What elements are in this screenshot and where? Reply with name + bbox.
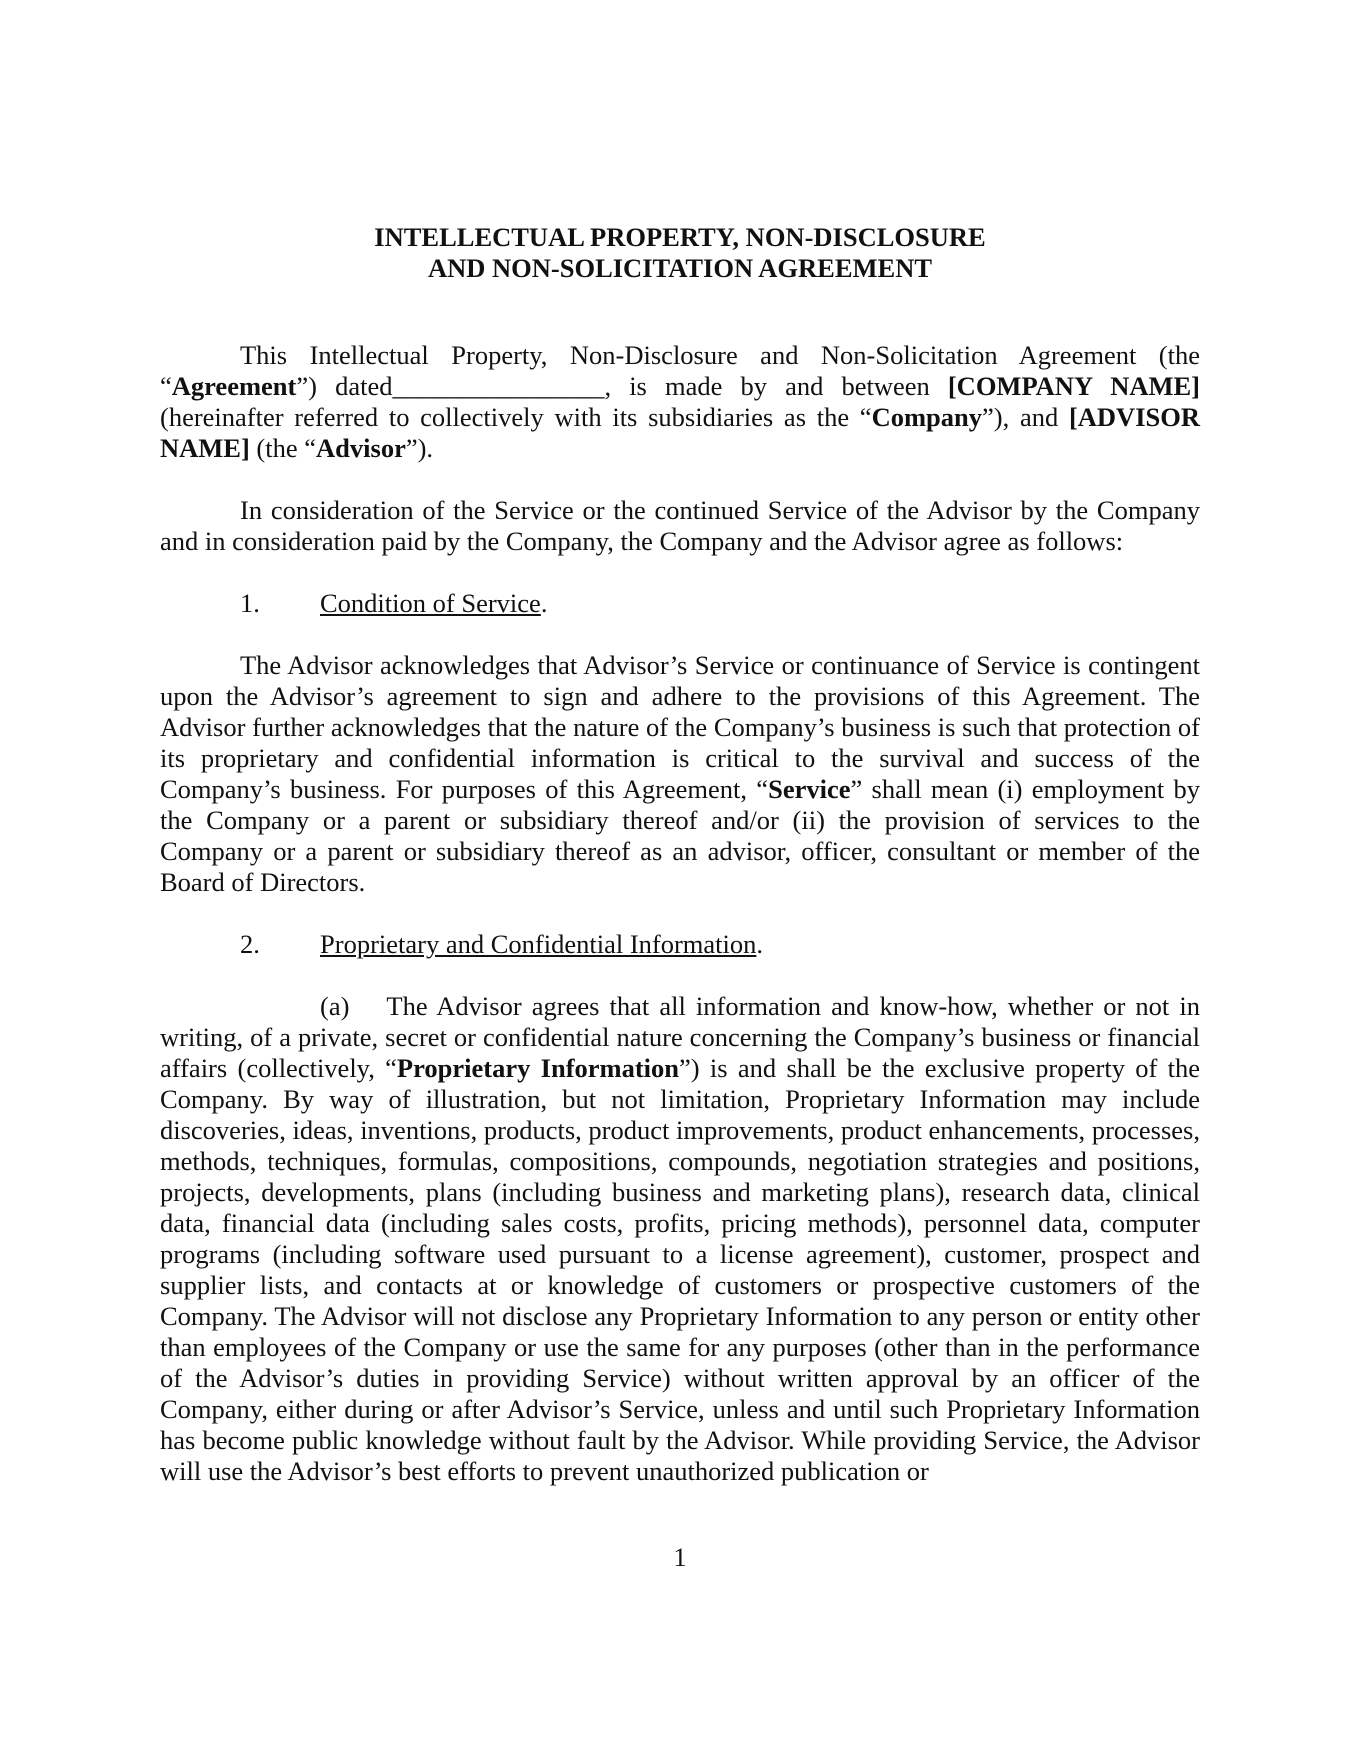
bold-term: [ADVISOR NAME] bbox=[160, 402, 1200, 463]
page-number: 1 bbox=[673, 1542, 687, 1572]
text-segment: ”) is and shall be the exclusive property of the Company. By way of illustration, but not limitation, Proprietary Information may include discoveries, ideas, inventions, products, product improvements, product enhancements, processes, methods, techniques, formulas, compositions, compounds, negotiation strategies and positions, projects, developments, plans (including business and marketing plans), research data, clinical data, financial data (including sales costs, profits, pricing methods), personnel data, computer programs (including software used pursuant to a license agreement), customer, prospect and supplier lists, and contacts at or knowledge of customers or prospective customers of the Company. The Advisor will not disclose any Proprietary Information to any person or entity other than employees of the Company or use the same for any purposes (other than in the performance of the Advisor’s duties in providing Service) without written approval by an officer of the Company, either during or after Advisor’s Service, unless and until such Proprietary Information has become public knowledge without fault by the Advisor. While providing Service, the Advisor will use the Advisor’s best efforts to prevent unauthorized publication or bbox=[160, 1053, 1200, 1486]
text-segment: (the “ bbox=[249, 433, 317, 463]
underlined-heading-text: Condition of Service bbox=[320, 588, 541, 618]
bold-term: Service bbox=[768, 774, 851, 804]
subparagraph-label: (a) bbox=[320, 991, 350, 1021]
text-segment: The Advisor acknowledges that Advisor’s Service or continuance of Service is contingent upon the Advisor’s agreement to sign and adhere to the provisions of this Agreement. The Advisor further acknowledges that the nature of the Company’s business is such that protection of its proprietary and confidential information is critical to the survival and success of the Company’s business. For purposes of this Agreement, “ bbox=[160, 650, 1200, 804]
text-segment: ” shall mean (i) employment by the Company or a parent or subsidiary thereof and/or (ii) the provision of services to the Company or a parent or subsidiary thereof as an advisor, officer, consultant or member of the Board of Directors. bbox=[160, 774, 1201, 897]
text-segment: (hereinafter referred to collectively with its subsidiaries as the “ bbox=[160, 402, 872, 432]
document-title-line-1: INTELLECTUAL PROPERTY, NON-DISCLOSURE bbox=[374, 222, 986, 252]
text-segment: The Advisor agrees that all information and know-how, whether or not in writing, of a private, secret or confidential nature concerning the Company’s business or financial affairs (collectively, “ bbox=[160, 991, 1200, 1083]
bold-term: Agreement bbox=[171, 371, 297, 401]
text-segment: ”), and bbox=[982, 402, 1069, 432]
section-number: 2. bbox=[240, 929, 260, 959]
underlined-heading-text: Proprietary and Confidential Information bbox=[320, 929, 757, 959]
text-segment: ”). bbox=[405, 433, 434, 463]
bold-term: Company bbox=[871, 402, 983, 432]
paragraph-4 bbox=[160, 650, 1200, 898]
document-title bbox=[160, 222, 1200, 284]
bold-term: Proprietary Information bbox=[396, 1053, 680, 1083]
text-segment: In consideration of the Service or the continued Service of the Advisor by the Company and in consideration paid by the Company, the Company and the Advisor agree as follows: bbox=[160, 495, 1200, 556]
section-heading-2 bbox=[160, 929, 1200, 960]
text-segment: This Intellectual Property, Non-Disclosure and Non-Solicitation Agreement (the “ bbox=[160, 340, 1200, 401]
text-segment: ”) dated________________, is made by and between bbox=[296, 371, 948, 401]
document-blocks bbox=[160, 340, 1200, 1487]
text-segment: . bbox=[756, 929, 764, 959]
bold-term: Advisor bbox=[316, 433, 406, 463]
document-title-line-2: AND NON-SOLICITATION AGREEMENT bbox=[427, 253, 933, 283]
paragraph-1 bbox=[160, 340, 1200, 464]
text-segment: . bbox=[540, 588, 548, 618]
section-heading-1 bbox=[160, 588, 1200, 619]
bold-term: [COMPANY NAME] bbox=[947, 371, 1200, 401]
paragraph-2 bbox=[160, 495, 1200, 557]
subparagraph-a bbox=[160, 991, 1200, 1487]
section-number: 1. bbox=[240, 588, 260, 618]
